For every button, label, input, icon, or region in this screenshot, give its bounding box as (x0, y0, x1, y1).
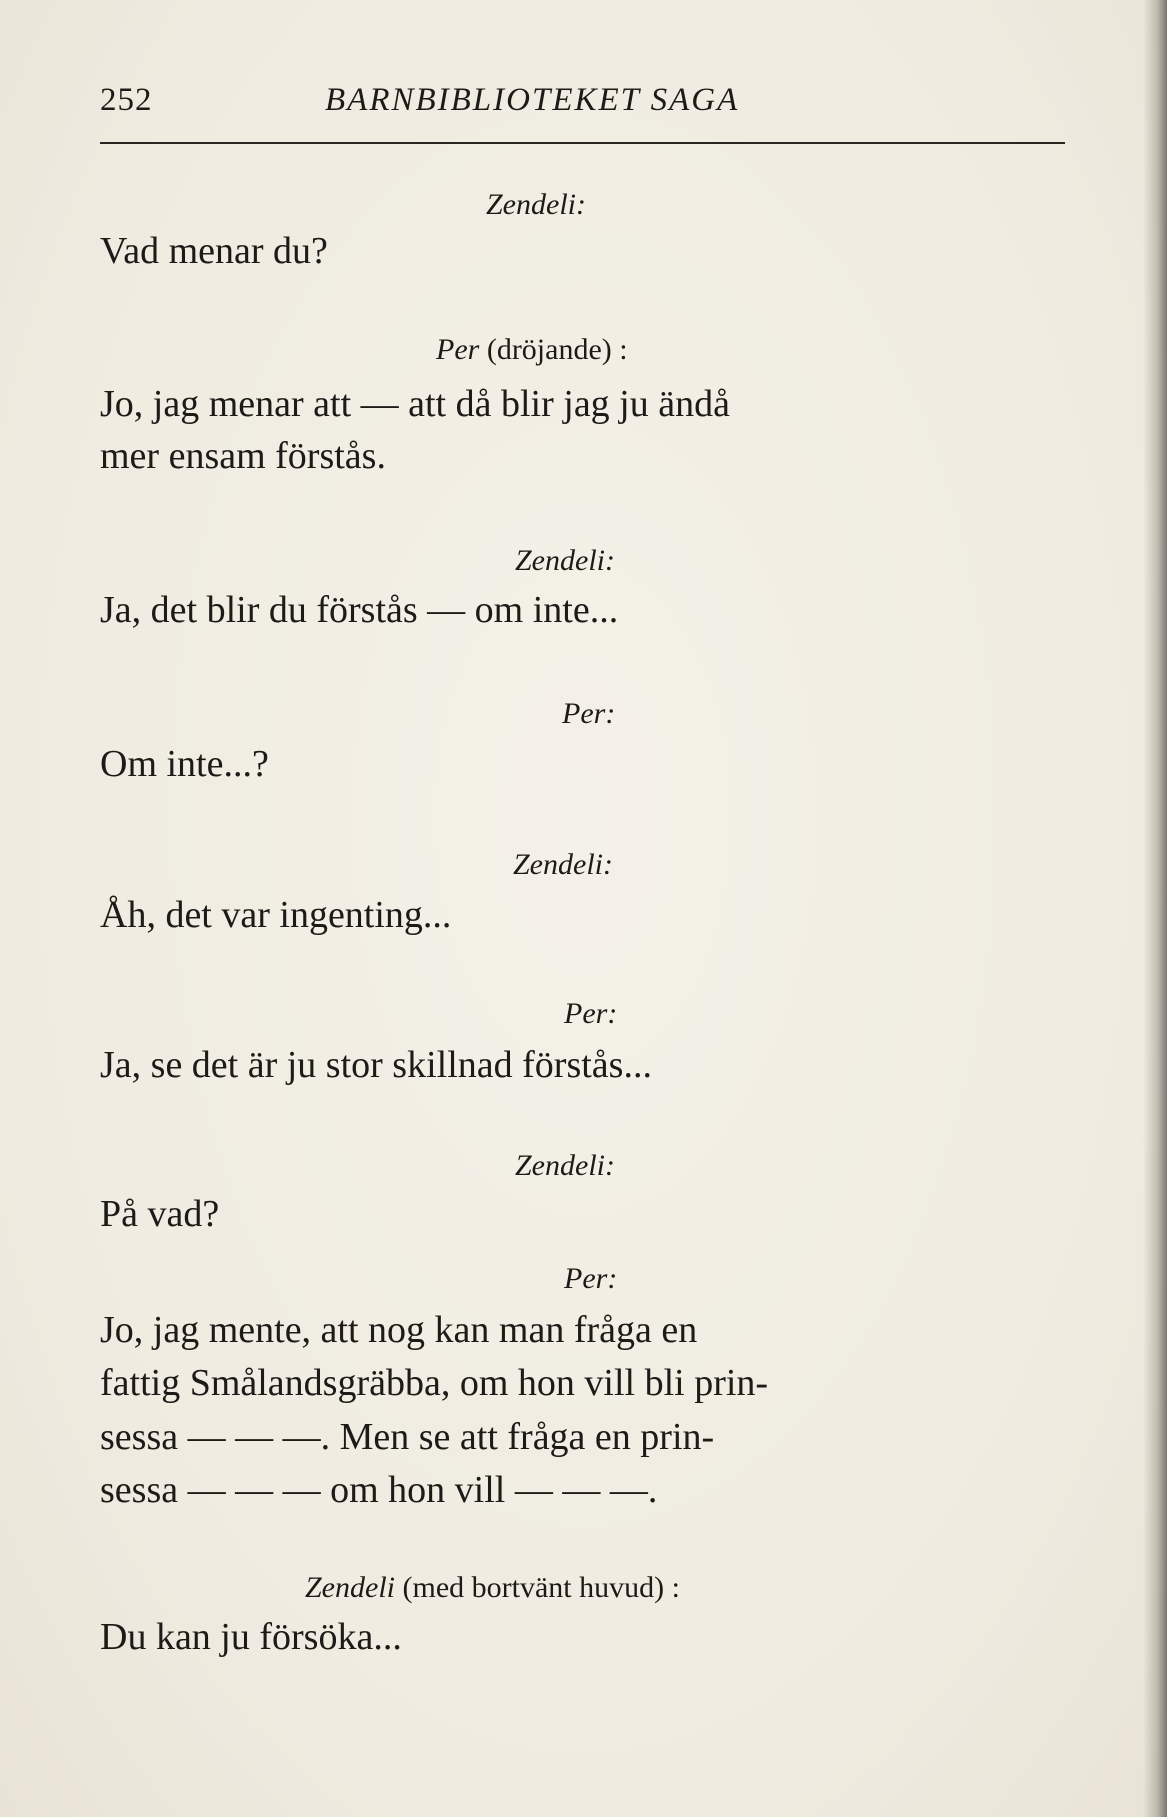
dialogue-line: Jo, jag menar att — att då blir jag ju ändå (100, 383, 730, 425)
speaker-name: Zendeli: (486, 188, 586, 221)
speaker-label (305, 1571, 680, 1605)
stage-direction: (dröjande) : (479, 333, 628, 366)
speaker-name: Per: (564, 997, 618, 1030)
header-rule (100, 142, 1065, 144)
speaker-label (515, 1149, 615, 1183)
stage-direction: (med bortvänt huvud) : (395, 1571, 680, 1604)
speaker-label (486, 188, 586, 222)
dialogue-line: sessa — — — om hon vill — — —. (100, 1469, 658, 1511)
speaker-label (562, 697, 615, 731)
dialogue-line: Du kan ju försöka... (100, 1616, 402, 1658)
dialogue-line: Om inte...? (100, 743, 269, 785)
speaker-name: Per: (562, 697, 616, 730)
speaker-name: Zendeli: (513, 848, 613, 881)
page-number: 252 (100, 82, 153, 118)
dialogue-line: fattig Smålandsgräbba, om hon vill bli prin- (100, 1362, 769, 1404)
dialogue-line: sessa — — —. Men se att fråga en prin- (100, 1416, 715, 1458)
speaker-label (436, 333, 628, 367)
running-head (100, 82, 1065, 132)
speaker-name: Per: (564, 1262, 618, 1295)
speaker-label (564, 997, 617, 1031)
page-edge-shadow (1143, 0, 1167, 1817)
dialogue-line: På vad? (100, 1193, 220, 1235)
speaker-label (564, 1262, 617, 1296)
dialogue-line: Åh, det var ingenting... (100, 894, 452, 936)
speaker-name: Zendeli: (515, 544, 615, 577)
speaker-label (513, 848, 613, 882)
speaker-name: Zendeli (305, 1571, 395, 1604)
dialogue-line: Ja, se det är ju stor skillnad förstås... (100, 1044, 652, 1086)
dialogue-line: Vad menar du? (100, 230, 328, 272)
dialogue-line: Ja, det blir du förstås — om inte... (100, 589, 619, 631)
running-head-title: BARNBIBLIOTEKET SAGA (325, 82, 740, 118)
dialogue-line: mer ensam förstås. (100, 435, 386, 477)
dialogue-line: Jo, jag mente, att nog kan man fråga en (100, 1309, 698, 1351)
speaker-name: Zendeli: (515, 1149, 615, 1182)
speaker-label (515, 544, 615, 578)
speaker-name: Per (436, 333, 480, 366)
